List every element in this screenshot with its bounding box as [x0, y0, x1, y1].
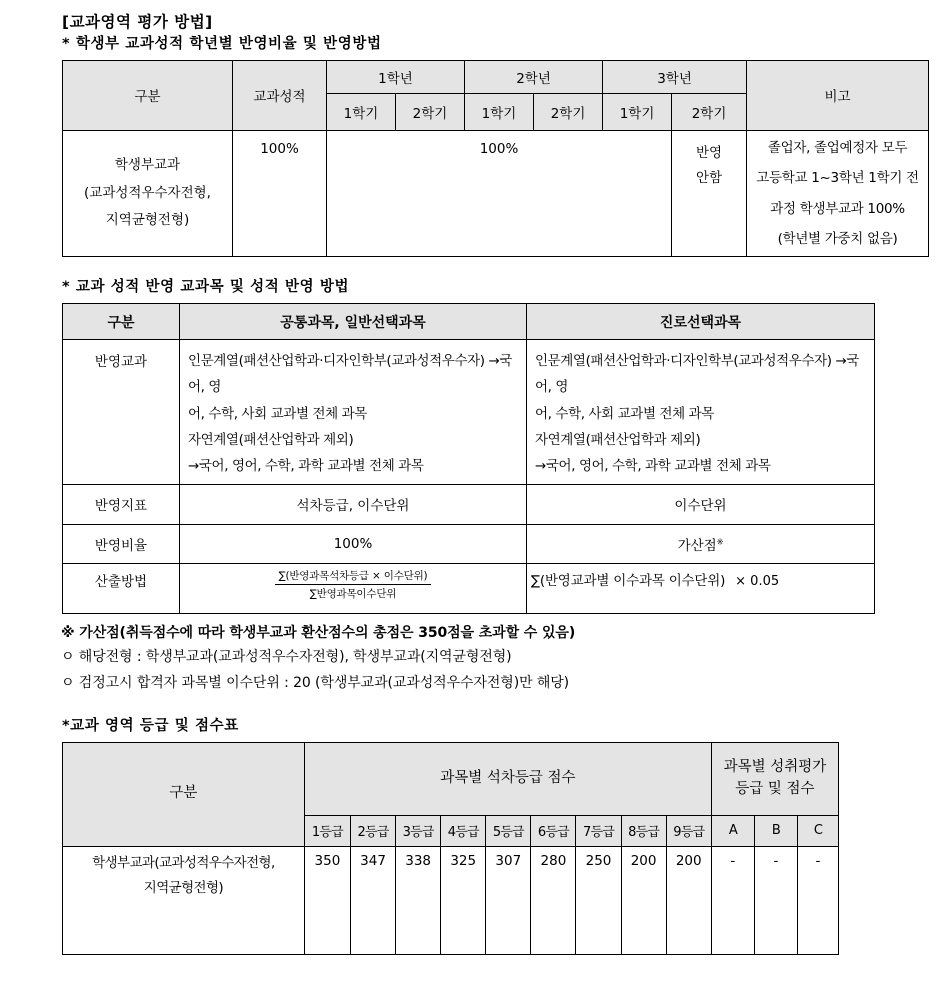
section-spacer-2	[62, 696, 928, 716]
t3-score-a: -	[711, 846, 754, 954]
t2-label-ratio: 반영비율	[63, 524, 180, 563]
notes-block	[61, 621, 928, 696]
t1-header-remarks: 비고	[747, 60, 929, 130]
note-item-0: ※ 가산점(취득점수에 따라 학생부교과 환산점수의 총점은 350점을 초과할 수 있음)	[61, 624, 576, 641]
t1-subject-grade-value: 100%	[233, 130, 327, 257]
t3-score-4: 325	[441, 846, 486, 954]
t2-common-calc	[180, 563, 527, 613]
t1-remarks-value	[747, 130, 929, 257]
grade-score-table	[62, 742, 839, 955]
t3-level-5: 5등급	[486, 815, 531, 846]
t2-career-calc	[527, 563, 875, 613]
t1-header-g3-sem1: 1학기	[603, 93, 672, 130]
note-item-1: ㅇ 해당전형 : 학생부교과(교과성적우수자전형), 학생부교과(지역균형전형)	[61, 649, 512, 666]
t2-common-line3: 자연계열(패션산업학과 제외)	[188, 431, 354, 448]
table-row	[63, 846, 839, 954]
subject-reflection-method-table	[62, 303, 875, 614]
t3-level-b: B	[754, 815, 797, 846]
t1-g3-sem2-line2: 안함	[695, 169, 723, 186]
t2-career-line1: 인문계열(패션산업학과·디자인학부(교과성적우수자) →국어, 영	[535, 353, 860, 396]
t3-header-gubun: 구분	[63, 742, 305, 846]
t3-level-7: 7등급	[576, 815, 621, 846]
note-item-2: ㅇ 검정고시 합격자 과목별 이수단위 : 20 (학생부교과(교과성적우수자전형)만 해당)	[61, 674, 570, 691]
t2-label-calc: 산출방법	[63, 563, 180, 613]
t3-score-7: 250	[576, 846, 621, 954]
t3-header-achieve-line2: 등급 및 점수	[735, 780, 815, 797]
table-row	[63, 563, 875, 613]
t2-career-ratio	[527, 524, 875, 563]
t3-score-2: 347	[350, 846, 395, 954]
section-spacer-1	[62, 257, 928, 277]
t3-score-8: 200	[621, 846, 666, 954]
t2-career-ratio-text: 가산점	[677, 537, 717, 554]
t2-career-line2: 어, 수학, 사회 교과별 전체 과목	[535, 405, 714, 422]
t1-remarks-line4: (학년별 가중치 없음)	[777, 230, 898, 247]
t3-header-achieve-group	[711, 742, 838, 815]
t1-header-g1-sem2: 2학기	[396, 93, 465, 130]
t3-level-c: C	[797, 815, 838, 846]
t1-header-g1-sem1: 1학기	[327, 93, 396, 130]
section2-heading: * 교과 성적 반영 교과목 및 성적 반영 방법	[62, 279, 350, 296]
t2-career-index: 이수단위	[527, 484, 875, 524]
t3-score-5: 307	[486, 846, 531, 954]
t3-score-1: 350	[304, 846, 350, 954]
t3-header-rank-group: 과목별 석차등급 점수	[304, 742, 711, 815]
t1-header-gubun: 구분	[63, 60, 233, 130]
t1-header-g2-sem2: 2학기	[534, 93, 603, 130]
t2-common-formula-numerator: ∑(반영과목석차등급 × 이수단위)	[275, 568, 432, 585]
t2-career-formula-expr: ∑(반영교과별 이수과목 이수단위)	[531, 572, 726, 589]
t2-common-formula	[275, 568, 432, 601]
t2-header-gubun: 구분	[63, 304, 180, 340]
t2-label-subject: 반영교과	[63, 340, 180, 485]
t1-header-g2-sem1: 1학기	[465, 93, 534, 130]
t3-level-a: A	[711, 815, 754, 846]
t1-gubun-line2: (교과성적우수자전형,	[84, 184, 211, 201]
t3-score-6: 280	[531, 846, 576, 954]
t3-gubun-line2: 지역균형전형)	[143, 880, 224, 897]
t3-level-9: 9등급	[666, 815, 711, 846]
t3-gubun-line1: 학생부교과(교과성적우수자전형,	[92, 854, 275, 871]
table-row	[63, 130, 929, 257]
t3-score-c: -	[797, 846, 838, 954]
t2-common-subjects	[180, 340, 527, 485]
t2-common-index: 석차등급, 이수단위	[180, 484, 527, 524]
grade-reflection-ratio-table	[62, 60, 929, 258]
t1-g3-sem2-line1: 반영	[695, 144, 723, 161]
t3-score-b: -	[754, 846, 797, 954]
t2-header-common: 공통과목, 일반선택과목	[180, 304, 527, 340]
t3-level-2: 2등급	[350, 815, 395, 846]
t2-common-line1: 인문계열(패션산업학과·디자인학부(교과성적우수자) →국어, 영	[188, 353, 513, 396]
t3-level-8: 8등급	[621, 815, 666, 846]
t1-header-grade3: 3학년	[603, 60, 747, 93]
t2-common-ratio: 100%	[180, 524, 527, 563]
t2-career-formula-mult: × 0.05	[735, 573, 780, 589]
t1-header-subject-grade: 교과성적	[233, 60, 327, 130]
t3-score-3: 338	[396, 846, 441, 954]
t2-label-index: 반영지표	[63, 484, 180, 524]
section3-heading: *교과 영역 등급 및 점수표	[62, 718, 239, 735]
t1-semesters-value: 100%	[327, 130, 672, 257]
t3-level-6: 6등급	[531, 815, 576, 846]
page-title: [교과영역 평가 방법]	[62, 13, 213, 31]
t2-common-formula-denominator: ∑반영과목이수단위	[309, 587, 397, 600]
t2-career-ratio-mark: ※	[716, 537, 724, 547]
t1-header-g3-sem2: 2학기	[672, 93, 747, 130]
t1-g3-sem2-value	[672, 130, 747, 257]
t3-level-4: 4등급	[441, 815, 486, 846]
table-row	[63, 484, 875, 524]
t3-level-3: 3등급	[396, 815, 441, 846]
t2-career-line4: →국어, 영어, 수학, 과학 교과별 전체 과목	[535, 458, 771, 475]
t1-remarks-line1: 졸업자, 졸업예정자 모두	[767, 139, 908, 156]
t1-header-grade2: 2학년	[465, 60, 603, 93]
t1-gubun-line1: 학생부교과	[114, 157, 181, 173]
t1-row-gubun	[63, 130, 233, 257]
t3-score-9: 200	[666, 846, 711, 954]
t3-row-gubun	[63, 846, 305, 954]
t1-gubun-line3: 지역균형전형)	[105, 212, 190, 229]
t1-remarks-line3: 과정 학생부교과 100%	[770, 200, 905, 217]
t2-career-line3: 자연계열(패션산업학과 제외)	[535, 431, 701, 448]
table-row	[63, 340, 875, 485]
t1-remarks-line2: 고등학교 1~3학년 1학기 전	[756, 170, 919, 187]
section1-heading: * 학생부 교과성적 학년별 반영비율 및 반영방법	[62, 36, 382, 53]
t2-common-line2: 어, 수학, 사회 교과별 전체 과목	[188, 405, 367, 422]
t2-header-career: 진로선택과목	[527, 304, 875, 340]
t2-career-subjects	[527, 340, 875, 485]
table-row	[63, 524, 875, 563]
t3-header-achieve-line1: 과목별 성취평가	[723, 759, 827, 776]
t1-header-grade1: 1학년	[327, 60, 465, 93]
t2-common-line4: →국어, 영어, 수학, 과학 교과별 전체 과목	[188, 458, 424, 475]
t3-level-1: 1등급	[304, 815, 350, 846]
